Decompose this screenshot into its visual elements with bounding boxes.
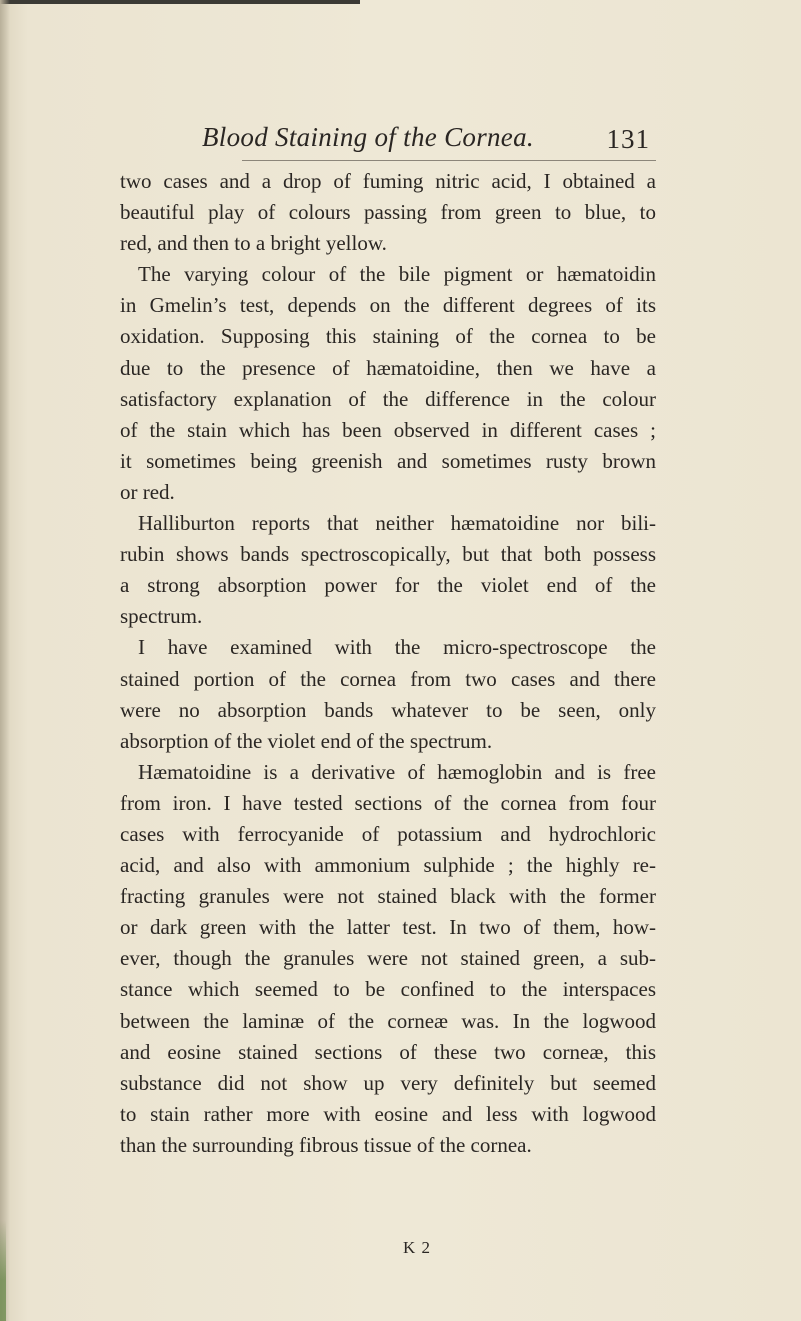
page-number: 131 xyxy=(606,124,650,154)
text-line: oxidation. Supposing this staining of the cornea to be xyxy=(120,324,656,349)
text-line: in Gmelin’s test, depends on the different degrees of its xyxy=(120,293,656,318)
header-rule xyxy=(242,160,656,161)
text-line: stained portion of the cornea from two cases and there xyxy=(120,666,656,691)
text-line: it sometimes being greenish and sometimes rusty brown xyxy=(120,448,656,473)
text-line: two cases and a drop of fuming nitric acid, I obtained a xyxy=(120,169,656,193)
text-line: spectrum. xyxy=(120,604,203,629)
text-line: of the stain which has been observed in different cases ; xyxy=(120,417,656,442)
running-title: Blood Staining of the Cornea. xyxy=(202,122,534,152)
page-header xyxy=(120,118,656,162)
text-line: absorption of the violet end of the spectrum. xyxy=(120,728,493,753)
text-line: I have examined with the micro-spectroscope the xyxy=(138,635,656,660)
text-line: or red. xyxy=(120,479,175,504)
text-line: than the surrounding fibrous tissue of the cornea. xyxy=(120,1132,532,1157)
text-line: were no absorption bands whatever to be seen, only xyxy=(120,697,656,722)
text-line: to stain rather more with eosine and less with logwood xyxy=(120,1101,656,1126)
signature-mark: K 2 xyxy=(403,1238,432,1257)
text-line: and eosine stained sections of these two corneæ, this xyxy=(120,1039,656,1064)
spine-binding xyxy=(0,1220,6,1321)
text-line: Halliburton reports that neither hæmatoidine nor bili- xyxy=(138,511,656,536)
text-line: substance did not show up very definitely but seemed xyxy=(120,1070,656,1095)
text-line: ever, though the granules were not stained green, a sub- xyxy=(120,946,656,971)
text-line: The varying colour of the bile pigment or hæmatoidin xyxy=(138,262,656,287)
body-text xyxy=(120,166,656,1161)
text-line: from iron. I have tested sections of the cornea from four xyxy=(120,790,656,815)
text-line: Hæmatoidine is a derivative of hæmoglobin and is free xyxy=(138,759,656,784)
text-line: satisfactory explanation of the difference in the colour xyxy=(120,386,656,411)
text-line: stance which seemed to be confined to the interspaces xyxy=(120,977,656,1002)
text-line: rubin shows bands spectroscopically, but that both possess xyxy=(120,542,656,567)
text-line: due to the presence of hæmatoidine, then we have a xyxy=(120,355,656,380)
page-top-edge xyxy=(0,0,360,4)
text-line: acid, and also with ammonium sulphide ; the highly re- xyxy=(120,853,656,878)
text-line: between the laminæ of the corneæ was. In the logwood xyxy=(120,1008,656,1033)
text-line: or dark green with the latter test. In two of them, how- xyxy=(120,915,656,940)
text-line: red, and then to a bright yellow. xyxy=(120,231,387,256)
spine-shadow xyxy=(0,0,10,1321)
text-line: fracting granules were not stained black with the former xyxy=(120,884,656,909)
text-line: beautiful play of colours passing from green to blue, to xyxy=(120,200,656,225)
text-line: a strong absorption power for the violet end of the xyxy=(120,573,656,598)
text-line: cases with ferrocyanide of potassium and hydrochloric xyxy=(120,821,656,846)
